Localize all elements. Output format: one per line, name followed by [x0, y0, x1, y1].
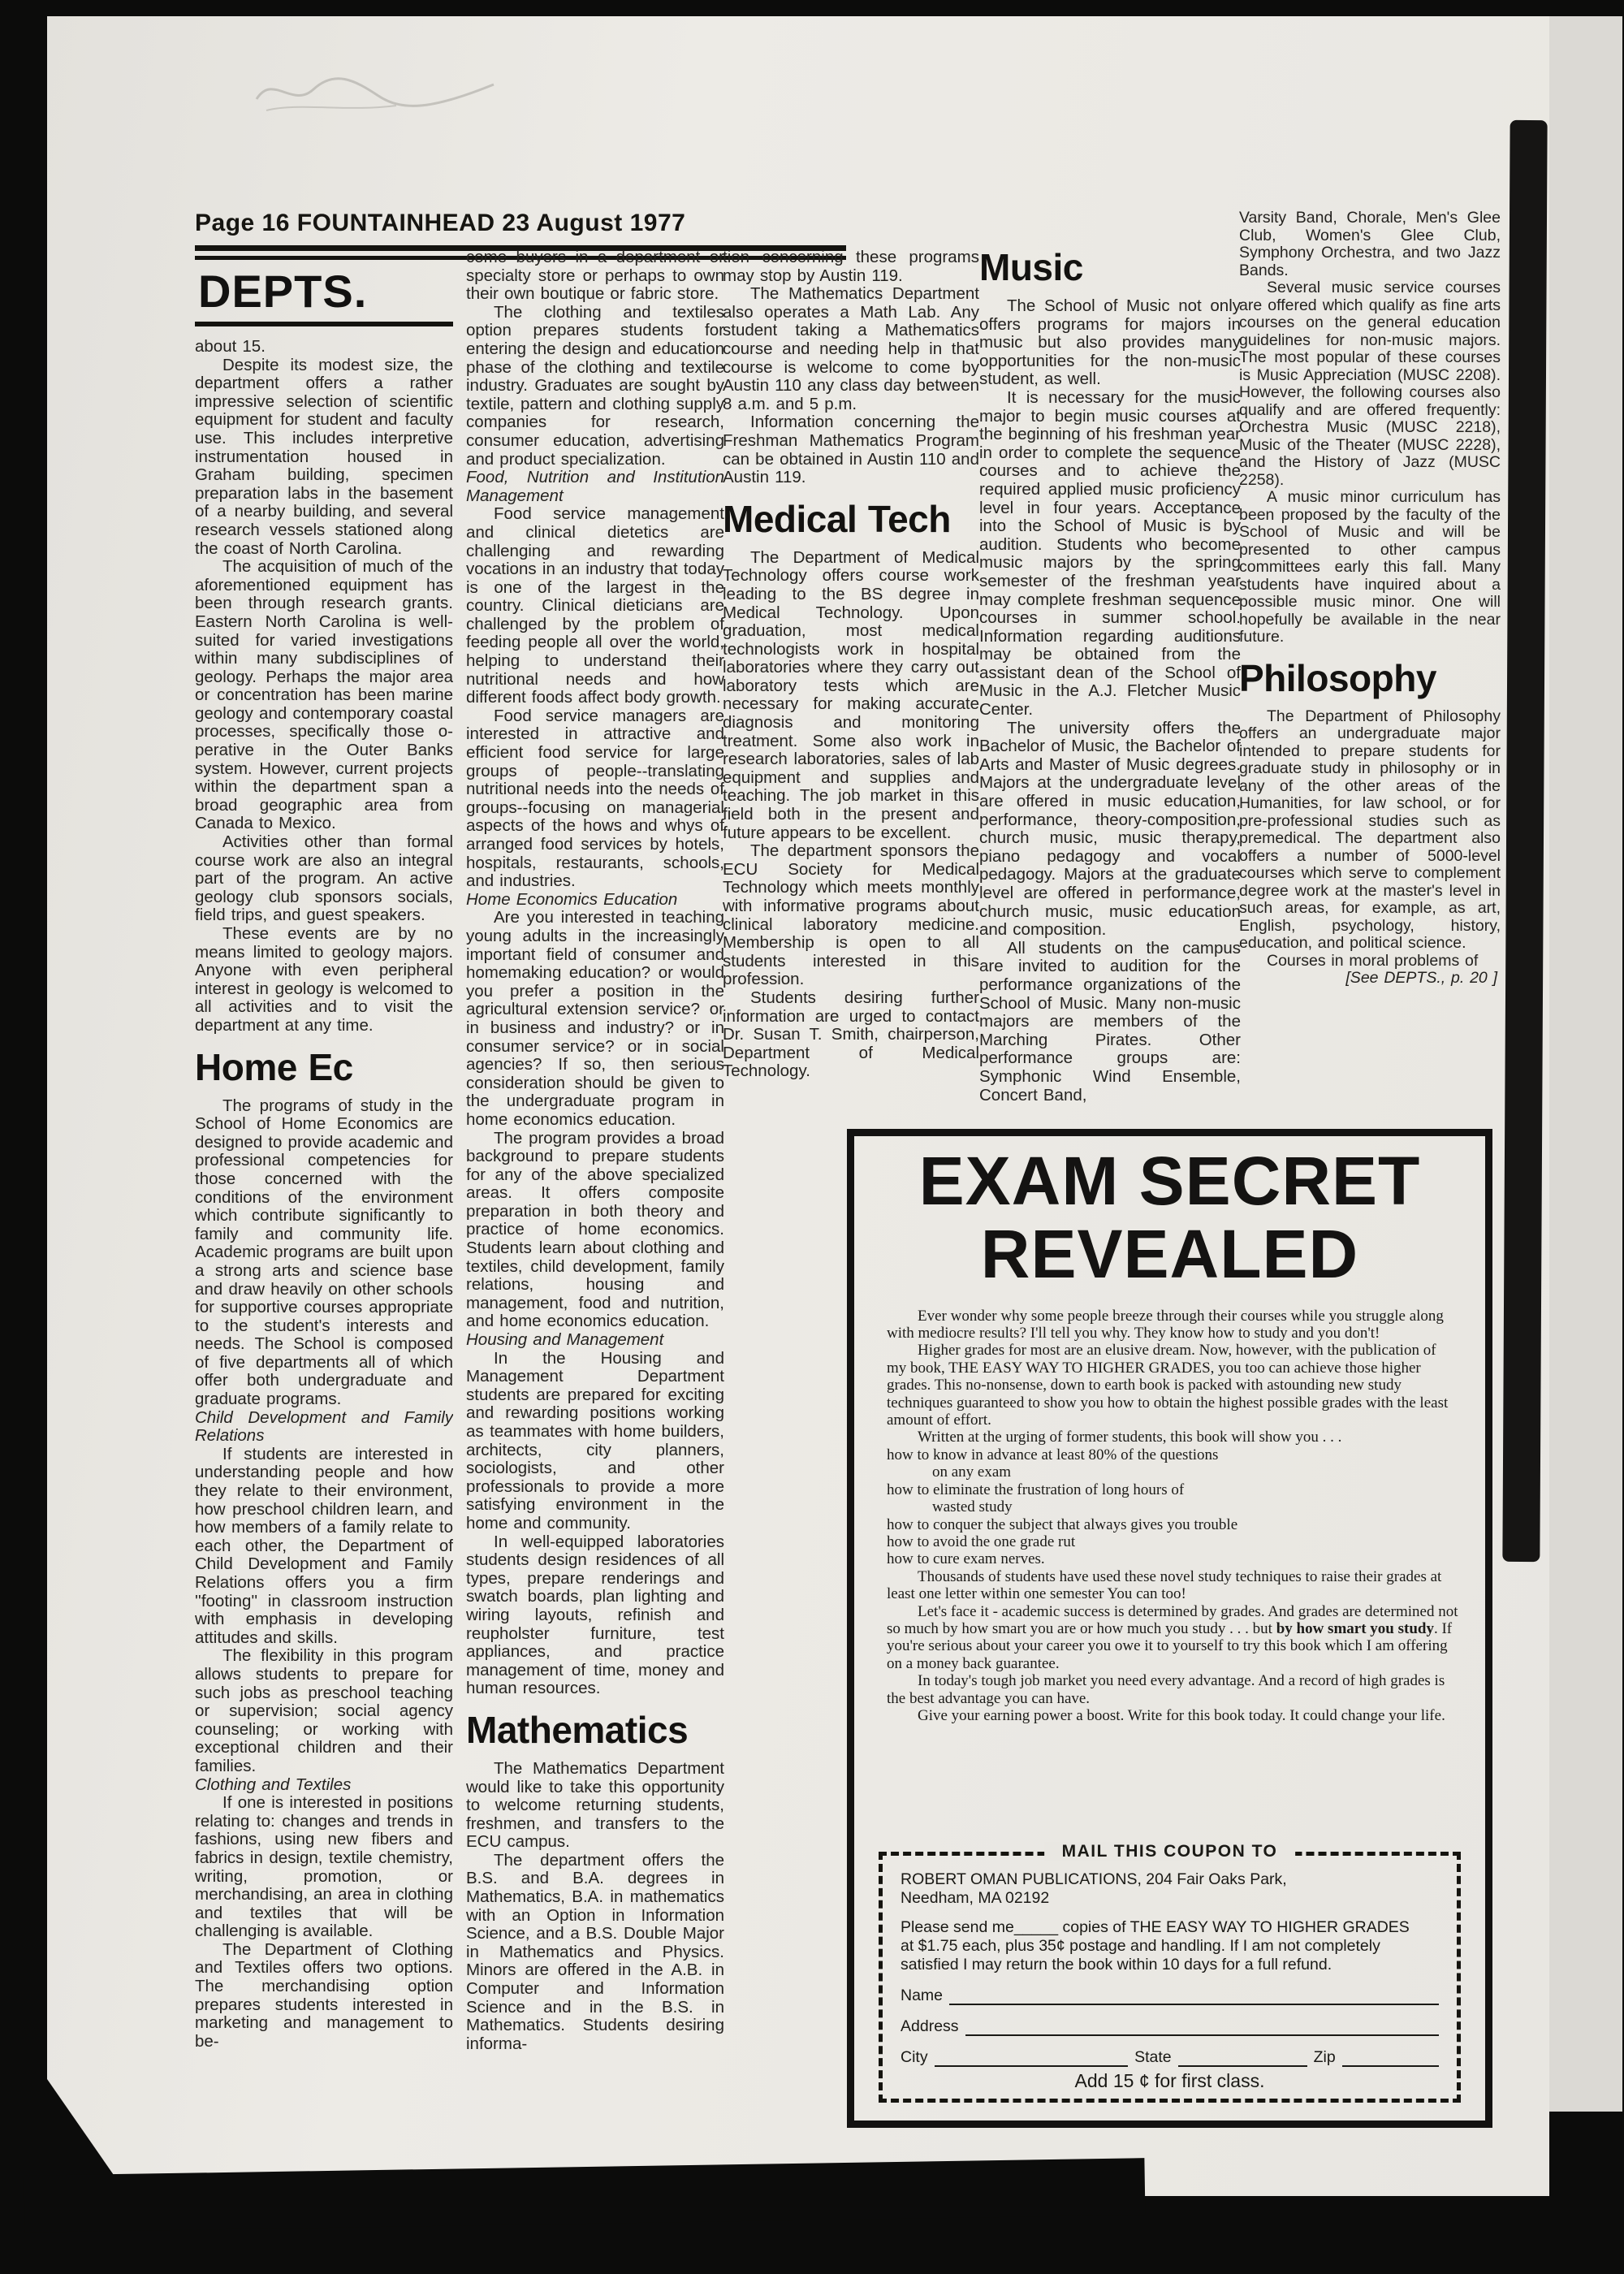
subsection-heading: Housing and Management [466, 1330, 664, 1350]
paragraph: The Department of Philosophy offers an undergraduate major intended to prepare students for graduate study in philosophy or in any of the other areas of the Humanities, for law school, or for pre-professional studies such as premedical. The department also offers a number of 5000-level courses which serve to complement degree work at the master's level in such areas, for example, as art, English, psychology, history, education, and political science. [1239, 707, 1501, 952]
name-blank-line [949, 1987, 1439, 2005]
handwritten-mark [250, 63, 526, 120]
ad-paragraph: Thousands of students have used these novel study techniques to raise their grades at least one letter within one semester You can too! [887, 1567, 1442, 1603]
subsection-heading: Clothing and Textiles [195, 1775, 352, 1794]
paragraph: In the Housing and Management Department students are prepared for exciting and rewarding positions working as teammates with home builders, architects, city planners, sociologists, and other professionals to provide a more satisfying environment in the home and community. [466, 1348, 724, 1533]
paragraph: Varsity Band, Chorale, Men's Glee Club, Women's Glee Club, Symphony Orchestra, and two Jazz Bands. [1239, 210, 1501, 279]
zip-field-label: Zip [1313, 2048, 1336, 2066]
department-heading: Music [979, 246, 1083, 288]
coupon-offer-line: Please send me_____ copies of THE EASY WAY TO HIGHER GRADES [901, 1918, 1410, 1936]
city-field-label: City [901, 2048, 928, 2066]
ad-paragraph: wasted study [932, 1498, 1013, 1516]
paragraph: If one is interested in positions relating to: changes and trends in fashions, using new fibers and fabrics in design, textile chemistry, writing, promotion, or merchandising, an area in clothing and textiles that will be challenging is available. [195, 1793, 453, 1941]
paragraph: In well-equipped laboratories students design residences of all types, prepare renderings and swatch boards, plan lighting and wiring layouts, refinish and reupholster furniture, test appliances, and practice management of time, money and human resources. [466, 1532, 724, 1698]
scanner-edge [1549, 16, 1622, 2112]
ad-paragraph: how to avoid the one grade rut [887, 1533, 1076, 1550]
paragraph: tion concerning these programs may stop by Austin 119. [723, 249, 979, 285]
ad-body [875, 1308, 1464, 1725]
newspaper-paper [47, 16, 1549, 2196]
paragraph: The department offers the B.S. and B.A. degrees in Mathematics, B.A. in mathematics with an Option in Information Science, and a B.S. Double Major in Mathematics and Physics. Minors are offered in the A.B. in Computer and Information Science and in the B.S. in Mathematics. Students desiring informa- [466, 1850, 724, 2053]
name-field-label: Name [901, 1987, 944, 2004]
paragraph: Food service managers are interested in attractive and efficient food service for large groups of people--translating nutritional needs into the needs of groups--focusing on managerial aspects of the hows and whys of arranged food services by hotels, hospitals, restaurants, schools, and industries. [466, 706, 724, 891]
ad-title-line2: REVEALED [980, 1216, 1359, 1293]
coupon-address-line1: ROBERT OMAN PUBLICATIONS, 204 Fair Oaks Park, [901, 1870, 1287, 1888]
coupon-address-row [901, 2017, 1439, 2036]
paragraph: The Mathematics Department would like to take this opportunity to welcome returning students, freshmen, and transfers to the ECU campus. [466, 1758, 724, 1852]
ad-paragraph: Let's face it - academic success is determined by grades. And grades are determined not so much by how smart you are or how much you study . . . but by how smart you study. If you're serious about your career you owe it to yourself to try this book which I am offering on a money back guarantee. [887, 1602, 1458, 1672]
department-heading: Mathematics [466, 1708, 689, 1751]
paragraph: The program provides a broad background to prepare students for any of the above specialized areas. It offers composite preparation in both theory and practice of home economics. Students learn about clothing and textiles, child development, family relations, housing and management, food and nutrition, and home economics education. [466, 1128, 724, 1331]
paragraph: The university offers the Bachelor of Music, the Bachelor of Arts and Master of Music degrees. Majors at the undergraduate level are offered in music education, performance, theory-composition, church music, music therapy, piano pedagogy and vocal pedagogy. Majors at the graduate level are offered in performance, church music, music education and composition. [979, 718, 1241, 940]
coupon-address-line2: Needham, MA 02192 [901, 1889, 1050, 1907]
column-1 [195, 322, 453, 2157]
ad-title-line1: EXAM SECRET [918, 1143, 1421, 1219]
ad-paragraph: Written at the urging of former students, this book will show you . . . [918, 1429, 1342, 1446]
paragraph: Activities other than formal course work are also an integral part of the program. An active geology club sponsors socials, field trips, and guest speakers. [195, 832, 453, 925]
paragraph: The programs of study in the School of Home Economics are designed to provide academic and professional competencies for those concerned with the conditions of the environment which contribute significantly to family and community life. Academic programs are built upon a strong arts and science base and draw heavily on other schools for supportive courses appropriate to the student's interests and needs. The School is composed of five departments all of which offer both undergraduate and graduate programs. [195, 1096, 453, 1409]
department-heading: Home Ec [195, 1045, 353, 1088]
paragraph: The flexibility in this program allows students to prepare for such jobs as preschool teaching or supervision; social agency counseling; or working with exceptional children and their families. [195, 1646, 453, 1775]
department-heading: Philosophy [1239, 656, 1436, 699]
coupon-name-row [901, 1987, 1439, 2005]
column-4 [979, 236, 1241, 1139]
paragraph: Food service management and clinical dietetics are challenging and rewarding vocations in an industry that today is one of the largest in the country. Clinical dieticians are challenged by the problem of feeding people all over the world, helping to understand their nutritional needs and how different foods affect body growth. [466, 504, 724, 707]
ad-paragraph: In today's tough job market you need every advantage. And a record of high grades is the best advantage you can have. [887, 1672, 1445, 1707]
section-title: DEPTS. [198, 266, 368, 317]
address-blank-line [965, 2018, 1439, 2036]
paragraph: The department sponsors the ECU Society for Medical Technology which meets monthly with informative programs about clinical laboratory medicine. Membership is open to all students interested in this profession. [723, 841, 979, 989]
paragraph: It is necessary for the music major to begin music courses at the beginning of his freshman year in order to complete the sequence courses and to achieve the required applied music proficiency level in four years. Acceptance into the School of Music is by audition. Students who become music majors by the spring semester of the freshman year may complete freshman sequence courses in summer school. Information regarding auditions may be obtained from the assistant dean of the School of Music in the A.J. Fletcher Music Center. [979, 387, 1241, 720]
column-rule [195, 322, 453, 326]
ad-paragraph: how to cure exam nerves. [887, 1550, 1045, 1568]
paragraph: The Mathematics Department also operates a Math Lab. Any student taking a Mathematics course and needing help in that course is welcome to come by Austin 110 any class day between 8 a.m. and 5 p.m. [723, 284, 979, 413]
paragraph: about 15. [195, 337, 266, 356]
page-header: Page 16 FOUNTAINHEAD 23 August 1977 [195, 210, 686, 236]
coupon-header: MAIL THIS COUPON TO [1044, 1842, 1296, 1861]
ad-paragraph: Ever wonder why some people breeze through their courses while you struggle along with mediocre results? I'll tell you why. They know how to study and you don't! [887, 1307, 1444, 1342]
scan-shadow-bar [1502, 120, 1547, 1562]
paragraph: Despite its modest size, the department offers a rather impressive selection of scientific equipment for student and faculty use. This includes interpretive instrumentation housed in Graham building, specimen preparation labs in the basement of a nearby building, and several research vessels stationed along the coast of North Carolina. [195, 355, 453, 558]
ad-paragraph: Higher grades for most are an elusive dream. Now, however, with the publication of my book, THE EASY WAY TO HIGHER GRADES, you too can achieve those higher grades. This no-nonsense, down to earth book is packed with astounding new study techniques guaranteed to show you how to obtain the highest possible grades with the least amount of effort. [887, 1342, 1449, 1429]
paragraph: The acquisition of much of the aforementioned equipment has been through research grants. Eastern North Carolina is well-suited for varied investigations within many subdisciplines of geology. Perhaps the major area or concentration has been marine geology and contemporary coastal processes, specifically those o-perative in the Outer Banks system. However, current projects within the department span a broad geographic area from Canada to Mexico. [195, 557, 453, 833]
ad-paragraph: how to know in advance at least 80% of the questions [887, 1446, 1219, 1463]
paragraph: Are you interested in teaching young adults in the increasingly important field of consumer and homemaking education? or would you prefer a position in the agricultural extension service? or in business and industry? or in consumer service? or in social agencies? If so, then serious consideration should be given to the undergraduate program in home economics education. [466, 908, 724, 1129]
coupon-offer-line: at $1.75 each, plus 35¢ postage and handling. If I am not completely [901, 1937, 1380, 1955]
subsection-heading: Child Development and Family Relations [195, 1407, 453, 1446]
paragraph: Information concerning the Freshman Mathematics Program can be obtained in Austin 110 and Austin 119. [723, 413, 979, 487]
exam-secret-ad [847, 1129, 1492, 2128]
paragraph: The Department of Medical Technology offers course work leading to the BS degree in Medical Technology. Upon graduation, most medical technologists work in hospital laboratories where they carry out laboratory tests which are necessary for making accurate diagnosis and monitoring treatment. Some also work in research laboratories, sales of lab equipment and supplies and teaching. The job market in this field both in the present and future appears to be excellent. [723, 547, 979, 842]
city-blank-line [935, 2049, 1129, 2067]
subsection-heading: Home Economics Education [466, 889, 678, 909]
coupon-footer: Add 15 ¢ for first class. [1074, 2070, 1265, 2091]
paragraph: The clothing and textiles option prepares students for entering the design and education phase of the clothing and textile industry. Graduates are sought by textile, pattern and clothing supply companies for research, consumer education, advertising and product specialization. [466, 302, 724, 469]
state-blank-line [1178, 2049, 1307, 2067]
ad-paragraph: on any exam [932, 1463, 1012, 1481]
zip-blank-line [1342, 2049, 1439, 2067]
paragraph: Students desiring further information are urged to contact Dr. Susan T. Smith, chairperson, Department of Medical Technology. [723, 988, 979, 1081]
coupon-city-state-zip-row [901, 2048, 1439, 2067]
department-heading: Medical Tech [723, 497, 951, 540]
paragraph: These events are by no means limited to geology majors. Anyone with even peripheral interest in geology is welcomed to all activities and to visit the department at any time. [195, 924, 453, 1035]
mail-coupon [879, 1842, 1461, 2103]
paragraph: A music minor curriculum has been proposed by the faculty of the School of Music and will be presented to other campus committees early this fall. Many students have inquired about a possible music minor. One will hopefully be available in the near future. [1239, 488, 1501, 646]
subsection-heading: Food, Nutrition and Institution Management [466, 468, 724, 505]
coupon-offer-text [901, 1918, 1439, 1974]
coupon-offer-line: satisfied I may return the book within 10 days for a full refund. [901, 1956, 1332, 1974]
jump-line: [See DEPTS., p. 20 ] [1345, 969, 1497, 987]
ad-paragraph: how to conquer the subject that always gives you trouble [887, 1515, 1238, 1533]
column-2 [466, 249, 724, 2133]
paragraph: The School of Music not only offers programs for majors in music but also provides many opportunities for the non-music student, as well. [979, 296, 1241, 389]
paragraph: All students on the campus are invited to audition for the performance organizations of the School of Music. Many non-music majors are members of the Marching Pirates. Other performance groups are: Symphonic Wind Ensemble, Concert Band, [979, 938, 1241, 1105]
address-field-label: Address [901, 2017, 959, 2035]
ad-paragraph: Give your earning power a boost. Write for this book today. It could change your life. [918, 1706, 1445, 1724]
paragraph: come buyers in a department or specialty store or perhaps to own their own boutique or fabric store. [466, 249, 724, 304]
paragraph: The Department of Clothing and Textiles offers two options. The merchandising option prepares students interested in marketing and management to be- [195, 1939, 453, 2051]
paragraph: Several music service courses are offered which qualify as fine arts courses on the general education guidelines for non-music majors. The most popular of these courses is Music Appreciation (MUSC 2208). However, the following courses also qualify and are offered frequently: Orchestra Music (MUSC 2218), Music of the Theater (MUSC 2228), and the History of Jazz (MUSC 2258). [1239, 279, 1501, 489]
column-3 [723, 249, 979, 1111]
ad-paragraph: how to eliminate the frustration of long hours of [887, 1481, 1185, 1498]
paragraph: Courses in moral problems of [1267, 951, 1479, 970]
column-5 [1239, 210, 1501, 1142]
paragraph: If students are interested in understanding people and how they relate to their environment, how preschool children learn, and how members of a family relate to each other, the Department of Child Development and Family Relations offers you a firm ''footing'' in classroom instruction with emphasis in developing attitudes and skills. [195, 1444, 453, 1647]
state-field-label: State [1134, 2048, 1172, 2066]
